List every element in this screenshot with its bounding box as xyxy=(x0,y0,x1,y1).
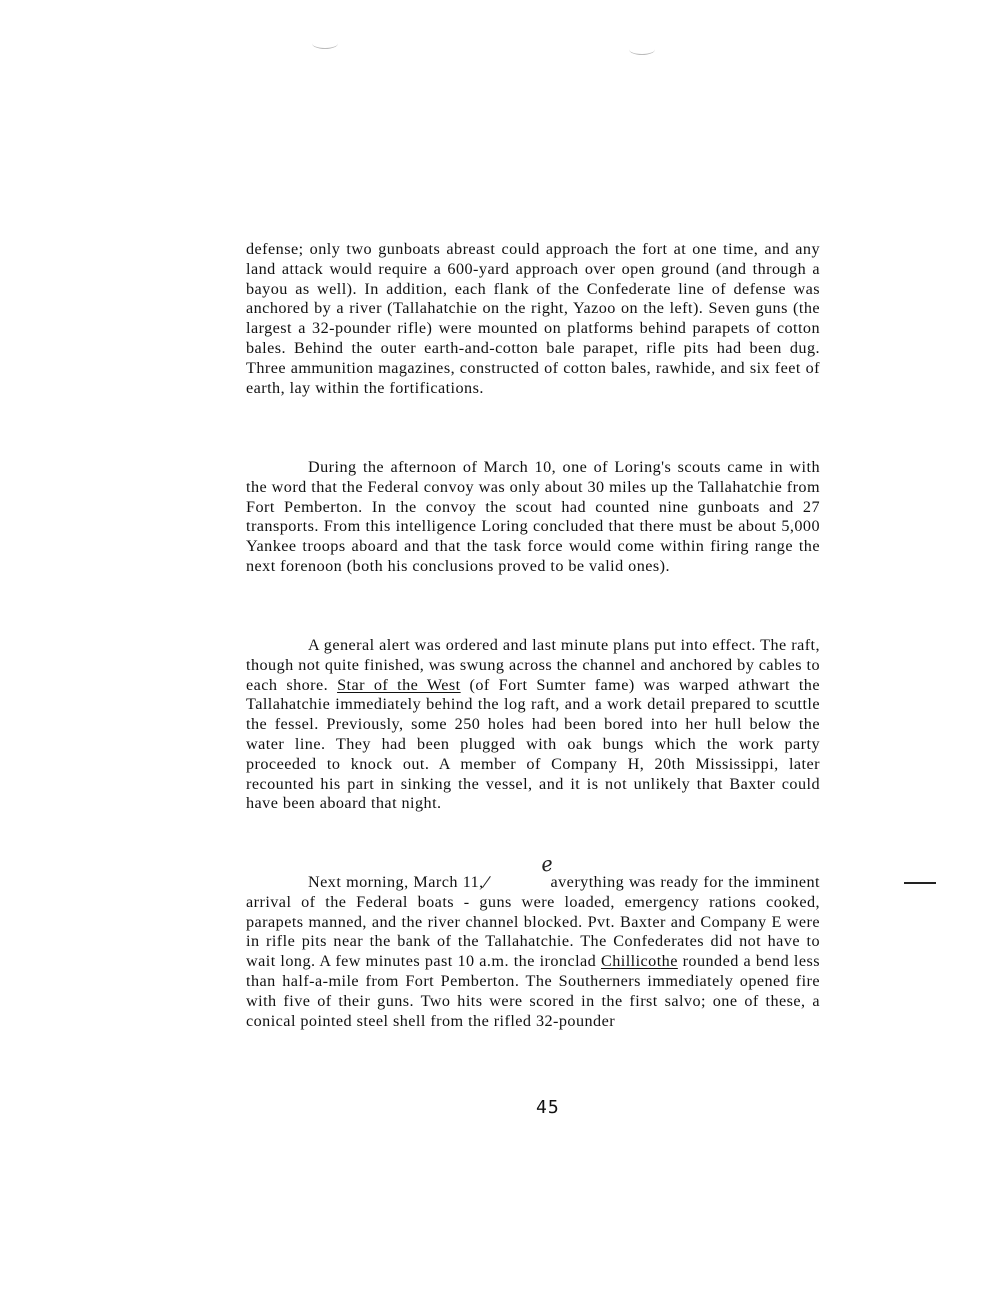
paragraph-4 xyxy=(246,873,820,1031)
scan-artifact-left xyxy=(312,38,338,49)
paragraph-3 xyxy=(246,636,820,814)
text-segment: During the afternoon of March 10, one of Loring's scouts came in with the word that the Federal convoy was only about 30 miles up the Tallahatchie from Fort Pemberton. In the convoy the scout had counted nine gunboats and 27 transports. From this intelligence Loring concluded that there must be about 5,000 Yankee troops aboard and that the task force would come within firing range the next forenoon (both his conclusions proved to be valid ones). xyxy=(246,458,820,575)
scan-artifact-right xyxy=(629,44,655,55)
margin-mark xyxy=(904,882,936,884)
paragraph-2 xyxy=(246,458,820,577)
text-segment: defense; only two gunboats abreast could approach the fort at one time, and any land attack would require a 600-yard approach over open ground (and through a bayou as well). In addition, each flank of the Confederate line of defense was anchored by a river (Tallahatchie on the right, Yazoo on the left). Seven guns (the largest a 32-pounder rifle) were mounted on platforms behind parapets of cotton bales. Behind the outer earth-and-cotton bale parapet, rifle pits had been dug. Three ammunition magazines, constructed of cotton bales, rawhide, and six feet of earth, lay within the fortifications. xyxy=(246,240,820,397)
text-segment: verything was ready for the imminent arrival of the Federal boats - guns were loaded, emergency rations cooked, parapets manned, and the river channel blocked. Pvt. Baxter and Company E were in rifle pits near the bank of the Tallahatchie. The Confederates did not have to wait long. A few minutes past 10 a.m. the ironclad xyxy=(246,873,820,971)
page-number: 45 xyxy=(536,1097,560,1118)
underlined-title: Chillicothe xyxy=(600,952,678,971)
handwritten-correction: e xyxy=(539,851,555,877)
paragraph-1 xyxy=(246,240,820,398)
text-segment: A general alert was ordered and last minute plans put into effect. The raft, though not quite finished, was swung across the channel and anchored by cables to each shore. xyxy=(246,636,820,694)
struck-letter: a xyxy=(489,873,559,893)
underlined-title: Star of the West xyxy=(337,675,461,694)
text-segment: (of Fort Sumter fame) was warped athwart the Tallahatchie immediately behind the log raft, and a work detail prepared to scuttle the fessel. Previously, some 250 holes had been bored into her hull below the water line. They had been plugged with oak bungs which the work party proceeded to knock out. A member of Company H, 20th Mississippi, later recounted his part in sinking the vessel, and it is not unlikely that Baxter could have been aboard that night. xyxy=(246,675,820,813)
text-segment: Next morning, March 11, xyxy=(308,873,489,891)
text-segment: rounded a bend less than half-a-mile from Fort Pemberton. The Southerners immediately opened fire with five of their guns. Two hits were scored in the first salvo; one of these, a conical pointed steel shell from the rifled 32-pounder xyxy=(246,952,820,1030)
